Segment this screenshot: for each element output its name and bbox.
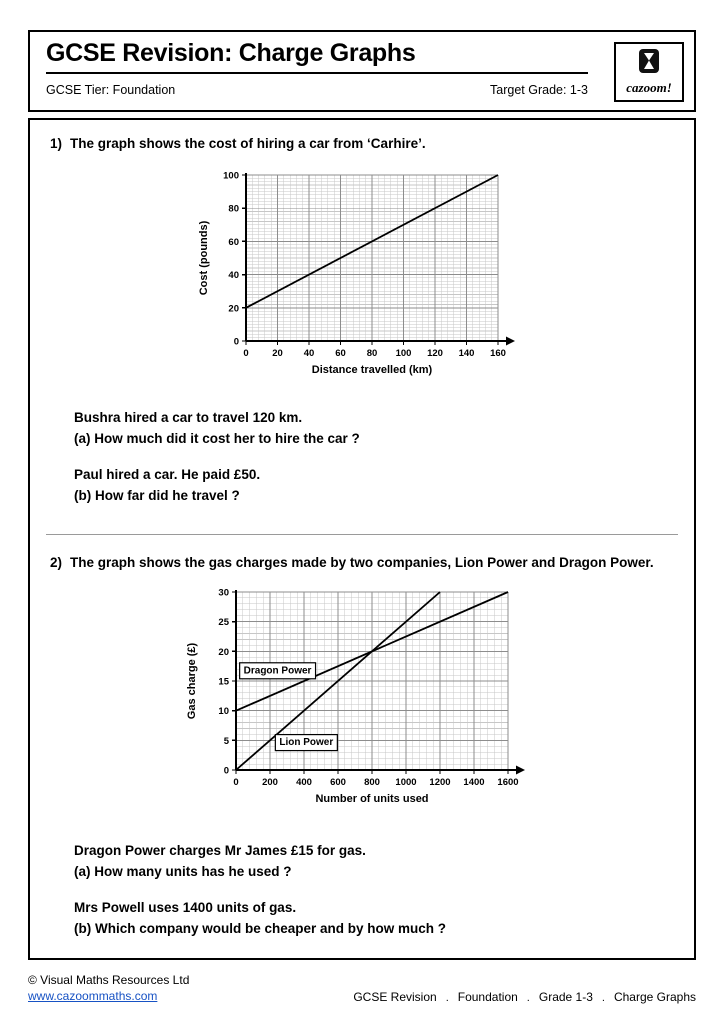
svg-text:0: 0 xyxy=(233,777,239,788)
question-1-text: The graph shows the cost of hiring a car from ‘Carhire’. xyxy=(70,136,426,151)
target-grade-label: Target Grade: 1-3 xyxy=(490,83,588,97)
svg-text:Distance travelled (km): Distance travelled (km) xyxy=(311,364,433,376)
question-line: (a) How much did it cost her to hire the car ? xyxy=(74,431,360,446)
svg-text:5: 5 xyxy=(223,735,229,747)
hire-cost-graph xyxy=(194,165,530,387)
svg-text:20: 20 xyxy=(228,303,239,315)
question-line: (a) How many units has he used ? xyxy=(74,864,292,879)
cazoom-logo xyxy=(614,42,684,102)
footer-breadcrumb xyxy=(353,990,696,1004)
svg-text:140: 140 xyxy=(458,348,475,359)
svg-text:80: 80 xyxy=(228,203,239,215)
footer-left xyxy=(28,972,189,1004)
question-line: (b) Which company would be cheaper and by how much ? xyxy=(74,921,447,936)
header xyxy=(28,30,696,112)
cazoom-logo-text: cazoom! xyxy=(626,80,672,95)
question-line: Paul hired a car. He paid £50. xyxy=(74,467,261,482)
svg-text:600: 600 xyxy=(330,777,346,788)
svg-text:60: 60 xyxy=(335,348,346,359)
svg-text:1600: 1600 xyxy=(497,777,519,788)
svg-text:120: 120 xyxy=(427,348,443,359)
svg-text:0: 0 xyxy=(243,348,249,359)
svg-text:40: 40 xyxy=(228,270,239,282)
svg-text:800: 800 xyxy=(364,777,380,788)
chart-2-container xyxy=(30,582,694,820)
question-2-subquestions xyxy=(74,840,670,939)
copyright-text: © Visual Maths Resources Ltd xyxy=(28,973,190,987)
svg-text:20: 20 xyxy=(272,348,283,359)
question-1-subquestions xyxy=(74,407,670,506)
svg-text:60: 60 xyxy=(228,236,239,248)
chart-1-container xyxy=(30,165,694,387)
question-line: Mrs Powell uses 1400 units of gas. xyxy=(74,900,297,915)
cazoom-logo-icon xyxy=(637,48,661,79)
svg-text:30: 30 xyxy=(218,587,229,599)
question-2-prompt xyxy=(50,553,670,572)
question-divider xyxy=(46,534,678,535)
svg-text:80: 80 xyxy=(366,348,378,359)
svg-text:20: 20 xyxy=(218,646,229,658)
tier-label: GCSE Tier: Foundation xyxy=(46,83,176,97)
breadcrumb-separator: . xyxy=(445,992,449,1004)
breadcrumb-item: Charge Graphs xyxy=(613,990,696,1004)
svg-text:1200: 1200 xyxy=(429,777,451,788)
question-1-number: 1) xyxy=(50,136,63,151)
breadcrumb-separator: . xyxy=(601,992,605,1004)
svg-text:160: 160 xyxy=(490,348,506,359)
question-line: Bushra hired a car to travel 120 km. xyxy=(74,410,303,425)
question-2-number: 2) xyxy=(50,555,63,570)
svg-text:400: 400 xyxy=(296,777,312,788)
svg-text:15: 15 xyxy=(218,676,229,688)
svg-text:Number of units used: Number of units used xyxy=(315,793,429,805)
question-line: Dragon Power charges Mr James £15 for gas. xyxy=(74,843,366,858)
svg-text:100: 100 xyxy=(223,170,239,182)
question-2-text: The graph shows the gas charges made by two companies, Lion Power and Dragon Power. xyxy=(70,555,654,570)
page-title: GCSE Revision: Charge Graphs xyxy=(46,39,416,67)
svg-text:Gas charge (£): Gas charge (£) xyxy=(186,642,198,720)
website-link[interactable]: www.cazoommaths.com xyxy=(28,989,158,1003)
footer xyxy=(28,972,696,1004)
svg-text:100: 100 xyxy=(395,348,412,359)
header-meta xyxy=(30,74,588,97)
svg-text:40: 40 xyxy=(303,348,315,359)
svg-text:1400: 1400 xyxy=(463,777,485,788)
svg-text:25: 25 xyxy=(218,617,229,629)
svg-text:200: 200 xyxy=(262,777,278,788)
question-1-prompt xyxy=(50,134,670,153)
svg-text:1000: 1000 xyxy=(395,777,417,788)
breadcrumb-separator: . xyxy=(526,992,530,1004)
svg-text:Dragon Power: Dragon Power xyxy=(243,665,312,677)
gas-charges-graph xyxy=(182,582,542,820)
svg-text:Lion Power: Lion Power xyxy=(279,737,334,749)
svg-text:0: 0 xyxy=(223,765,229,777)
svg-text:0: 0 xyxy=(233,336,239,348)
svg-text:10: 10 xyxy=(218,706,229,718)
worksheet-content xyxy=(28,118,696,960)
breadcrumb-item: GCSE Revision xyxy=(353,990,437,1004)
svg-text:Cost (pounds): Cost (pounds) xyxy=(198,220,210,296)
breadcrumb-item: Grade 1-3 xyxy=(538,990,593,1004)
breadcrumb-item: Foundation xyxy=(457,990,518,1004)
question-line: (b) How far did he travel ? xyxy=(74,488,240,503)
